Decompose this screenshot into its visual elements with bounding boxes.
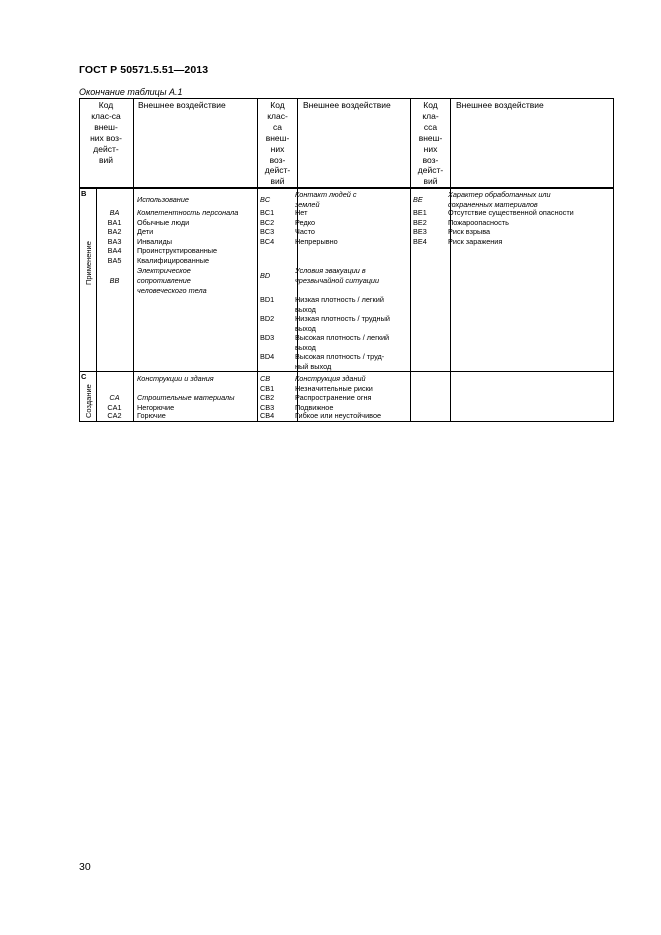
section-c-letter: C xyxy=(81,372,87,381)
ca2-code: CA2 xyxy=(107,411,122,420)
cb1-code: CB1 xyxy=(260,383,275,393)
bc3-code: BC3 xyxy=(260,227,275,236)
ca1-text: Негорючие xyxy=(137,402,175,412)
cb2-code: CB2 xyxy=(260,393,275,402)
ba1-code: BA1 xyxy=(107,217,122,227)
bd-title-line1: Условия эвакуации в xyxy=(295,266,366,275)
bd1-text-line2: выход xyxy=(295,305,316,314)
bd3-code: BD3 xyxy=(260,333,275,342)
section-c-label: Создание xyxy=(84,384,93,418)
bd-code: BD xyxy=(260,271,271,280)
ba4-code: BA4 xyxy=(107,246,122,255)
be2-code: BE2 xyxy=(413,217,427,227)
bb-code: BB xyxy=(109,276,120,285)
bd1-code: BD1 xyxy=(260,295,275,304)
external-influences-table xyxy=(79,98,614,422)
be3-text: Риск взрыва xyxy=(448,227,491,236)
bd4-code: BD4 xyxy=(260,352,275,361)
be4-code: BE4 xyxy=(413,236,427,246)
ba5-text: Квалифицированные xyxy=(137,255,210,265)
cb1-text: Незначительные риски xyxy=(295,383,373,393)
bc2-text: Редко xyxy=(295,217,316,227)
header-rule xyxy=(79,187,614,189)
bc4-code: BC4 xyxy=(260,236,275,246)
header-code-col-3: Код кла- сса внеш- них воз- дейст- вий xyxy=(417,100,444,187)
header-effect-col-3: Внешнее воздействие xyxy=(456,100,544,110)
be-title-line1: Характер обработанных или xyxy=(448,190,551,199)
bc2-code: BC2 xyxy=(260,217,275,227)
be-title-line2: сохраненных материалов xyxy=(448,199,538,209)
ba3-code: BA3 xyxy=(107,236,122,246)
bc-title-line1: Контакт людей с xyxy=(295,190,357,199)
be3-code: BE3 xyxy=(413,227,427,236)
cb4-code: CB4 xyxy=(260,411,275,420)
be4-text: Риск заражения xyxy=(448,236,503,246)
bc4-text: Непрерывно xyxy=(295,236,338,246)
ba3-text: Инвалиды xyxy=(137,236,172,246)
be1-text: Отсутствие существенной опасности xyxy=(448,208,574,217)
bd4-text-line1: Высокая плотность / труд- xyxy=(295,352,385,361)
bc3-text: Часто xyxy=(295,227,315,236)
be-code: BE xyxy=(413,195,423,204)
bd3-text-line2: выход xyxy=(295,343,316,352)
bc1-text: Нет xyxy=(295,208,308,217)
c-title: Конструкции и здания xyxy=(137,374,214,383)
bd2-text-line1: Низкая плотность / трудный xyxy=(295,314,390,323)
section-divider xyxy=(79,371,614,372)
ba1-text: Обычные люди xyxy=(137,217,190,227)
ca-code: CA xyxy=(109,393,120,402)
ca2-text: Горючие xyxy=(137,411,166,420)
bc1-code: BC1 xyxy=(260,208,275,217)
cb-title: Конструкция зданий xyxy=(295,374,366,383)
column-divider xyxy=(133,98,134,421)
document-code: ГОСТ Р 50571.5.51—2013 xyxy=(79,64,209,76)
bd-title-line2: чрезвычайной ситуации xyxy=(295,275,380,285)
cb3-text: Подвижное xyxy=(295,402,334,412)
be1-code: BE1 xyxy=(413,208,427,217)
ba-text: Компетентность персонала xyxy=(137,208,239,217)
bc-code: BC xyxy=(260,195,271,204)
bc-title-line2: землей xyxy=(295,199,320,209)
header-effect-col-2: Внешнее воздействие xyxy=(303,100,391,110)
bb-text-line1: Электрическое xyxy=(137,266,191,275)
ba2-code: BA2 xyxy=(107,227,122,236)
cb2-text: Распространение огня xyxy=(295,393,372,402)
section-b-letter: B xyxy=(81,189,87,198)
cb-code: CB xyxy=(260,374,271,383)
ca-title: Строительные материалы xyxy=(137,393,235,402)
ba5-code: BA5 xyxy=(107,255,122,265)
bd2-text-line2: выход xyxy=(295,324,316,333)
page-number: 30 xyxy=(79,861,91,873)
be2-text: Пожароопасность xyxy=(448,217,509,227)
bd2-code: BD2 xyxy=(260,314,275,323)
header-effect-col-1: Внешнее воздействие xyxy=(138,100,226,110)
bd3-text-line1: Высокая плотность / легкий xyxy=(295,333,390,342)
header-code-col-2: Код клас- са внеш- них воз- дейст- вий xyxy=(264,100,291,187)
ba-code: BA xyxy=(109,208,120,217)
header-code-col-1: Код клас-са внеш- них воз- дейст- вий xyxy=(90,100,122,165)
cb3-code: CB3 xyxy=(260,402,275,412)
table-caption: Окончание таблицы А.1 xyxy=(79,87,183,97)
cb4-text: Гибкое или неустойчивое xyxy=(295,411,382,420)
bd4-text-line2: ный выход xyxy=(295,362,332,371)
ba2-text: Дети xyxy=(137,227,154,236)
bd1-text-line1: Низкая плотность / легкий xyxy=(295,295,384,304)
ba-title: Использование xyxy=(137,195,189,204)
ba4-text: Проинструктированные xyxy=(137,246,218,255)
section-b-label: Применение xyxy=(84,241,93,285)
bb-text-line3: человеческого тела xyxy=(137,286,207,295)
bb-text-line2: сопротивление xyxy=(137,276,191,285)
ca1-code: CA1 xyxy=(107,402,122,412)
